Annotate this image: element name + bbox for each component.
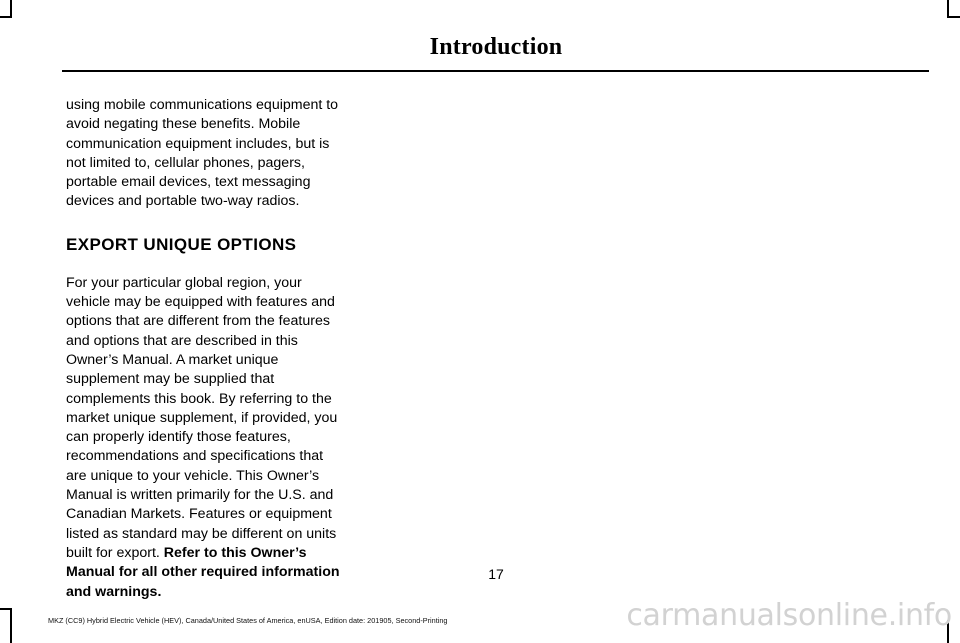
intro-paragraph: using mobile communications equipment to avoid negating these benefits. Mobile communication equipment includes, but is not limited to, cellular phones, pagers, portable email devices, text messaging devices and portable two-way radios. (66, 97, 339, 210)
crop-mark-bottom-left-v (10, 610, 12, 643)
text-column (66, 96, 342, 602)
page-number: 17 (488, 566, 504, 582)
page-title: Introduction (429, 34, 563, 60)
section-heading: EXPORT UNIQUE OPTIONS (66, 234, 297, 254)
footer-edition-info: MKZ (CC9) Hybrid Electric Vehicle (HEV), Canada/United States of America, enUSA, Edition date: 201905, Second-Printing (48, 616, 448, 625)
export-options-text: For your particular global region, your vehicle may be equipped with features and options that are different from the features and options that are described in this Owner’s Manual. A market unique supplement may be supplied that complements this book. By referring to the market unique supplement, if provided, you can properly identify those features, recommendations and specifications that are unique to your vehicle. This Owner’s Manual is written primarily for the U.S. and Canadian Markets. Features or equipment listed as standard may be different on units built for export. (66, 274, 338, 561)
header-divider (62, 70, 929, 72)
crop-mark-bottom-left-h (0, 608, 12, 610)
export-options-paragraph (66, 274, 342, 602)
export-options-warning: Refer to this Owner’s Manual for all other required information and warnings. (66, 544, 340, 600)
crop-mark-top-left-v (10, 0, 12, 16)
crop-mark-top-right-h (947, 16, 960, 18)
crop-mark-top-left-h (0, 16, 12, 18)
watermark: carmanualsonline.info (626, 598, 952, 633)
crop-mark-top-right-v (947, 0, 949, 16)
